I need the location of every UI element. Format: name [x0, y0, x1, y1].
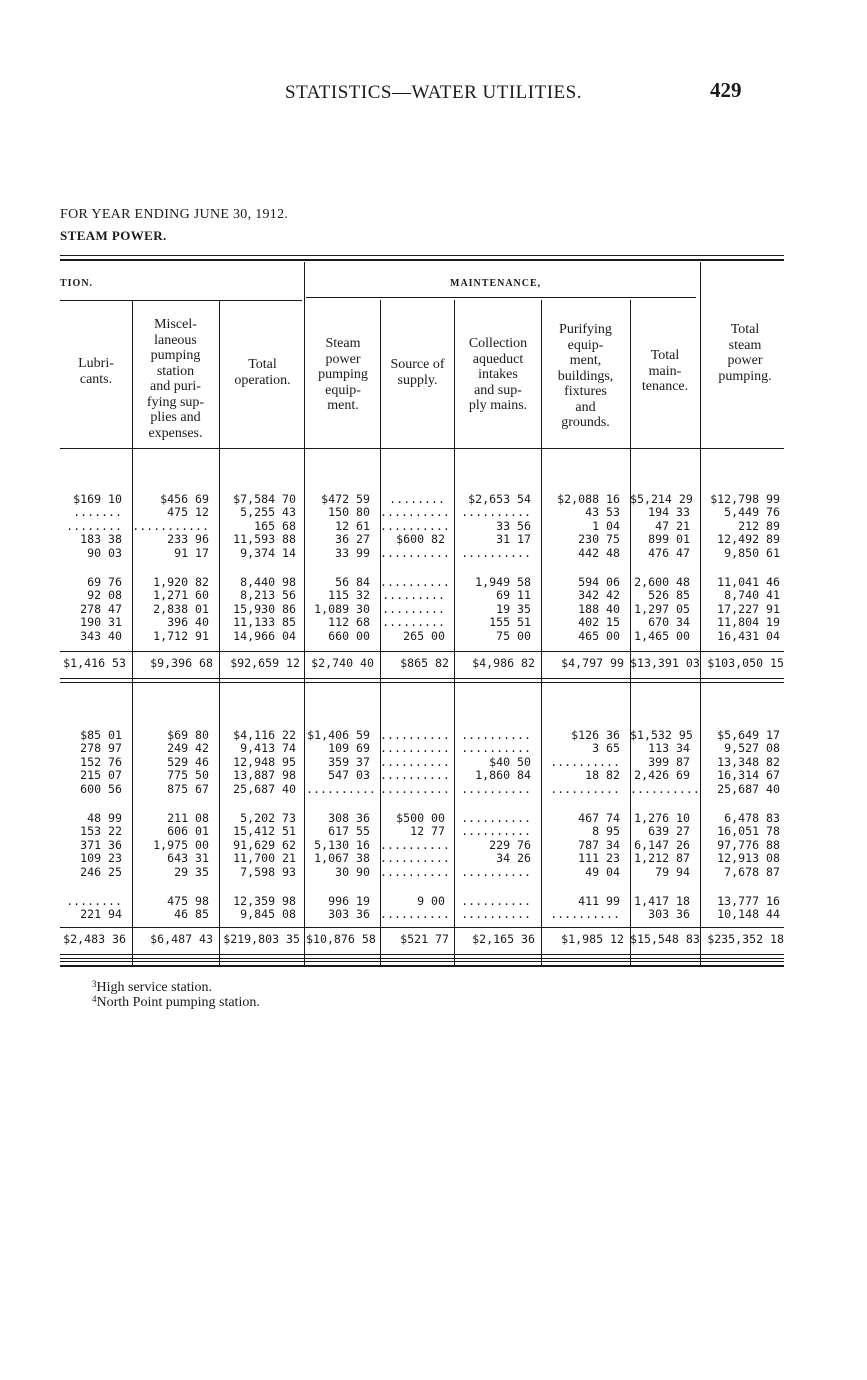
table-cell: 8,440 98 — [240, 575, 296, 589]
table-cell: .......... — [461, 864, 531, 879]
table-cell: 12 61 — [335, 518, 370, 533]
table-cell: 155 51 — [489, 615, 531, 630]
table-cell: ....... — [73, 505, 122, 520]
table-cell: $69 80 — [167, 728, 209, 742]
table-cell: ......... — [382, 615, 445, 630]
table-cell: .......... — [380, 741, 450, 756]
table-cell: 233 96 — [167, 532, 209, 547]
table-cell: 165 68 — [254, 518, 296, 533]
table-cell: $5,649 17 — [717, 728, 780, 742]
table-cell: 91,629 62 — [233, 837, 296, 852]
table-cell: .......... — [380, 575, 450, 589]
table-cell: 7,598 93 — [240, 864, 296, 879]
section-title: STEAM POWER. — [60, 228, 167, 243]
table-cell: 467 74 — [578, 811, 620, 825]
table-cell: 48 99 — [87, 811, 122, 825]
table-cell: 371 36 — [80, 837, 122, 852]
total-cell: $13,391 03 — [630, 656, 700, 670]
table-cell: 411 99 — [578, 894, 620, 908]
table-cell: .......... — [461, 505, 531, 520]
table-cell: .......... — [461, 811, 531, 825]
running-head: STATISTICS—WATER UTILITIES. — [285, 82, 582, 103]
table-cell: 875 67 — [167, 781, 209, 796]
table-cell: 9,527 08 — [724, 741, 780, 756]
table-cell: 249 42 — [167, 741, 209, 756]
table-cell: 7,678 87 — [724, 864, 780, 879]
table-cell: ........ — [66, 894, 122, 908]
column-header-3: Total operation. — [234, 357, 291, 388]
table-cell: 46 85 — [174, 907, 209, 922]
table-cell: 12,913 08 — [717, 851, 780, 866]
table-cell: .......... — [461, 728, 531, 742]
table-cell: 1,975 00 — [153, 837, 209, 852]
table-cell: 1,212 87 — [634, 851, 690, 866]
table-cell: .......... — [380, 728, 450, 742]
table-cell: 996 19 — [328, 894, 370, 908]
table-cell: 31 17 — [496, 532, 531, 547]
total-cell: $10,876 58 — [306, 932, 376, 946]
table-cell: 1,949 58 — [475, 575, 531, 589]
column-header-5: Source of supply. — [390, 357, 445, 388]
table-cell: 660 00 — [328, 628, 370, 643]
table-cell: 12,359 98 — [233, 894, 296, 908]
table-cell: 359 37 — [328, 754, 370, 769]
table-cell: 36 27 — [335, 532, 370, 547]
total-cell: $2,483 36 — [63, 932, 126, 946]
total-cell: $219,803 35 — [223, 932, 300, 946]
table-cell: 775 50 — [167, 768, 209, 783]
table-cell: $126 36 — [571, 728, 620, 742]
table-cell: 18 82 — [585, 768, 620, 783]
table-cell: ........ — [389, 492, 445, 506]
column-header-7: Purifying equip- ment, buildings, fixtures and grounds. — [557, 322, 614, 430]
table-end-rule-2 — [60, 965, 784, 967]
table-cell: 343 40 — [80, 628, 122, 643]
table-cell: 97,776 88 — [717, 837, 780, 852]
table-cell: .......... — [461, 741, 531, 756]
total-cell: $235,352 18 — [707, 932, 784, 946]
table-cell: .......... — [380, 781, 450, 796]
table-cell: 11,700 21 — [233, 851, 296, 866]
table-cell: 6,147 26 — [634, 837, 690, 852]
table-cell: $169 10 — [73, 492, 122, 506]
table-cell: $2,088 16 — [557, 492, 620, 506]
table-cell: 465 00 — [578, 628, 620, 643]
table-cell: 639 27 — [648, 824, 690, 839]
table-cell: 11,804 19 — [717, 615, 780, 630]
table-cell: ......... — [382, 601, 445, 616]
total-rule-top-1 — [60, 651, 784, 652]
table-cell: 115 32 — [328, 588, 370, 603]
table-cell: 5,202 73 — [240, 811, 296, 825]
table-cell: $5,214 29 — [630, 492, 693, 506]
table-cell: ......... — [382, 588, 445, 603]
table-cell: 12 77 — [410, 824, 445, 839]
table-cell: 1,920 82 — [153, 575, 209, 589]
total-cell: $4,986 82 — [472, 656, 535, 670]
table-cell: $85 01 — [80, 728, 122, 742]
table-cell: .......... — [461, 545, 531, 560]
table-cell: $4,116 22 — [233, 728, 296, 742]
header-bottom-rule — [60, 448, 784, 449]
table-cell: 5,130 16 — [314, 837, 370, 852]
table-cell: .......... — [380, 754, 450, 769]
table-cell: 12,492 89 — [717, 532, 780, 547]
total-cell: $15,548 83 — [630, 932, 700, 946]
table-cell: 17,227 91 — [717, 601, 780, 616]
table-cell: 153 22 — [80, 824, 122, 839]
table-cell: 246 25 — [80, 864, 122, 879]
table-cell: .......... — [380, 837, 450, 852]
total-cell: $1,416 53 — [63, 656, 126, 670]
table-cell: 33 56 — [496, 518, 531, 533]
group-heading-operation: TION. — [60, 278, 94, 289]
table-cell: 547 03 — [328, 768, 370, 783]
table-cell: 1,271 60 — [153, 588, 209, 603]
table-cell: 215 07 — [80, 768, 122, 783]
footnote-north-point: $^4$North Point pumping station. — [92, 994, 260, 1010]
table-cell: 29 35 — [174, 864, 209, 879]
table-cell: 1,297 05 — [634, 601, 690, 616]
column-header-8: Total main- tenance. — [641, 348, 689, 394]
table-cell: .......... — [461, 781, 531, 796]
table-cell: 643 31 — [167, 851, 209, 866]
total-rule-bottom-2 — [60, 954, 784, 955]
table-cell: 9 00 — [417, 894, 445, 908]
table-cell: 396 40 — [167, 615, 209, 630]
table-cell: 2,838 01 — [153, 601, 209, 616]
table-cell: 529 46 — [167, 754, 209, 769]
table-cell: 899 01 — [648, 532, 690, 547]
table-cell: 3 65 — [592, 741, 620, 756]
table-cell: $1,532 95 — [630, 728, 693, 742]
table-cell: .......... — [380, 545, 450, 560]
table-cell: 1,465 00 — [634, 628, 690, 643]
table-cell: .......... — [306, 781, 376, 796]
table-cell: 1,860 84 — [475, 768, 531, 783]
table-cell: 33 99 — [335, 545, 370, 560]
table-cell: .......... — [380, 907, 450, 922]
table-cell: $600 82 — [396, 532, 445, 547]
column-header-9: Total steam power pumping. — [718, 322, 772, 384]
table-cell: 278 47 — [80, 601, 122, 616]
table-cell: 47 21 — [655, 518, 690, 533]
table-cell: 43 53 — [585, 505, 620, 520]
table-cell: 594 06 — [578, 575, 620, 589]
table-cell: 1,089 30 — [314, 601, 370, 616]
total-cell: $865 82 — [400, 656, 449, 670]
table-cell: 16,051 78 — [717, 824, 780, 839]
table-cell: 221 94 — [80, 907, 122, 922]
table-cell: 342 42 — [578, 588, 620, 603]
table-cell: .......... — [550, 781, 620, 796]
table-cell: ........ — [66, 518, 122, 533]
total-rule-bottom-2-2 — [60, 958, 784, 959]
table-cell: 92 08 — [87, 588, 122, 603]
table-cell: 111 23 — [578, 851, 620, 866]
table-cell: 11,133 85 — [233, 615, 296, 630]
total-cell: $2,740 40 — [311, 656, 374, 670]
table-cell: 25,687 40 — [233, 781, 296, 796]
total-rule-bottom-2-1 — [60, 682, 784, 683]
table-cell: 475 12 — [167, 505, 209, 520]
table-cell: 211 08 — [167, 811, 209, 825]
table-cell: 8,740 41 — [724, 588, 780, 603]
table-cell: 1,712 91 — [153, 628, 209, 643]
table-cell: 79 94 — [655, 864, 690, 879]
table-cell: 9,850 61 — [724, 545, 780, 560]
table-cell: 11,593 88 — [233, 532, 296, 547]
table-cell: 25,687 40 — [717, 781, 780, 796]
table-cell: 442 48 — [578, 545, 620, 560]
table-cell: .......... — [461, 824, 531, 839]
year-line: FOR YEAR ENDING JUNE 30, 1912. — [60, 207, 289, 222]
total-cell: $1,985 12 — [561, 932, 624, 946]
table-cell: 11,041 46 — [717, 575, 780, 589]
table-cell: 13,777 16 — [717, 894, 780, 908]
table-end-rule — [60, 961, 784, 962]
table-cell: 49 04 — [585, 864, 620, 879]
table-cell: 265 00 — [403, 628, 445, 643]
table-cell: $40 50 — [489, 754, 531, 769]
total-cell: $521 77 — [400, 932, 449, 946]
table-cell: 2,426 69 — [634, 768, 690, 783]
table-cell: $2,653 54 — [468, 492, 531, 506]
table-cell: 1,067 38 — [314, 851, 370, 866]
table-cell: 34 26 — [496, 851, 531, 866]
total-rule-bottom-1 — [60, 678, 784, 679]
table-cell: $1,406 59 — [307, 728, 370, 742]
table-cell: 19 35 — [496, 601, 531, 616]
total-cell: $103,050 15 — [707, 656, 784, 670]
table-cell: 1 04 — [592, 518, 620, 533]
table-cell: $500 00 — [396, 811, 445, 825]
table-cell: 787 34 — [578, 837, 620, 852]
table-cell: 526 85 — [648, 588, 690, 603]
column-header-1: Lubri- cants. — [78, 356, 114, 387]
table-cell: 90 03 — [87, 545, 122, 560]
table-cell: 303 36 — [328, 907, 370, 922]
table-cell: 15,412 51 — [233, 824, 296, 839]
group-underline-maintenance — [306, 297, 696, 298]
table-cell: 109 23 — [80, 851, 122, 866]
table-cell: 16,314 67 — [717, 768, 780, 783]
table-cell: 617 55 — [328, 824, 370, 839]
table-cell: 13,887 98 — [233, 768, 296, 783]
table-cell: 188 40 — [578, 601, 620, 616]
table-cell: $7,584 70 — [233, 492, 296, 506]
table-cell: 112 68 — [328, 615, 370, 630]
table-cell: 152 76 — [80, 754, 122, 769]
table-cell: 230 75 — [578, 532, 620, 547]
table-cell: .......... — [380, 768, 450, 783]
table-cell: 6,478 83 — [724, 811, 780, 825]
table-cell: 183 38 — [80, 532, 122, 547]
table-cell: 1,276 10 — [634, 811, 690, 825]
table-cell: .......... — [380, 505, 450, 520]
total-rule-top-2 — [60, 927, 784, 928]
table-cell: 109 69 — [328, 741, 370, 756]
table-cell: 69 11 — [496, 588, 531, 603]
table-cell: 600 56 — [80, 781, 122, 796]
table-cell: 194 33 — [648, 505, 690, 520]
table-cell: 278 97 — [80, 741, 122, 756]
table-cell: 12,948 95 — [233, 754, 296, 769]
table-cell: 402 15 — [578, 615, 620, 630]
table-cell: 1,417 18 — [634, 894, 690, 908]
table-top-rule — [60, 255, 784, 256]
table-cell: $456 69 — [160, 492, 209, 506]
table-cell: 606 01 — [167, 824, 209, 839]
table-top-rule-2 — [60, 259, 784, 261]
table-cell: 8 95 — [592, 824, 620, 839]
table-cell: 14,966 04 — [233, 628, 296, 643]
table-cell: 75 00 — [496, 628, 531, 643]
group-underline-operation — [60, 300, 302, 301]
total-cell: $92,659 12 — [230, 656, 300, 670]
table-cell: 475 98 — [167, 894, 209, 908]
table-cell: 190 31 — [80, 615, 122, 630]
total-cell: $2,165 36 — [472, 932, 535, 946]
table-cell: .......... — [380, 851, 450, 866]
table-cell: 8,213 56 — [240, 588, 296, 603]
table-cell: $12,798 99 — [710, 492, 780, 506]
page-number: 429 — [710, 78, 742, 102]
table-cell: 69 76 — [87, 575, 122, 589]
table-cell: 16,431 04 — [717, 628, 780, 643]
table-cell: 303 36 — [648, 907, 690, 922]
column-header-4: Steam power pumping equip- ment. — [318, 336, 368, 413]
total-cell: $6,487 43 — [150, 932, 213, 946]
table-cell: 670 34 — [648, 615, 690, 630]
column-header-6: Collection aqueduct intakes and sup- ply mains. — [468, 336, 528, 413]
table-cell: 9,374 14 — [240, 545, 296, 560]
column-header-2: Miscel- laneous pumping station and puri- fying sup- plies and expenses. — [146, 317, 205, 441]
group-heading-maintenance: MAINTENANCE, — [450, 278, 542, 289]
table-cell: 150 80 — [328, 505, 370, 520]
table-cell: 308 36 — [328, 811, 370, 825]
table-cell: 5,449 76 — [724, 505, 780, 520]
table-cell: 229 76 — [489, 837, 531, 852]
table-cell: 30 90 — [335, 864, 370, 879]
table-cell: .......... — [461, 894, 531, 908]
table-cell: $472 59 — [321, 492, 370, 506]
table-cell: .......... — [550, 907, 620, 922]
total-cell: $9,396 68 — [150, 656, 213, 670]
table-cell: .......... — [461, 907, 531, 922]
total-cell: $4,797 99 — [561, 656, 624, 670]
column-divider-3 — [304, 262, 305, 965]
table-cell: .......... — [550, 754, 620, 769]
table-cell: 476 47 — [648, 545, 690, 560]
table-cell: .......... — [380, 864, 450, 879]
table-cell: 56 84 — [335, 575, 370, 589]
table-cell: 15,930 86 — [233, 601, 296, 616]
table-cell: 2,600 48 — [634, 575, 690, 589]
table-cell: 9,845 08 — [240, 907, 296, 922]
table-cell: 91 17 — [174, 545, 209, 560]
table-cell: 399 87 — [648, 754, 690, 769]
table-cell: 9,413 74 — [240, 741, 296, 756]
table-cell: 212 89 — [738, 518, 780, 533]
table-cell: 13,348 82 — [717, 754, 780, 769]
table-cell: ........... — [132, 518, 209, 533]
table-cell: .......... — [630, 781, 700, 796]
table-cell: 5,255 43 — [240, 505, 296, 520]
table-cell: 113 34 — [648, 741, 690, 756]
footnote-high-service: $^3$High service station. — [92, 979, 212, 995]
table-cell: 10,148 44 — [717, 907, 780, 922]
table-cell: .......... — [380, 518, 450, 533]
